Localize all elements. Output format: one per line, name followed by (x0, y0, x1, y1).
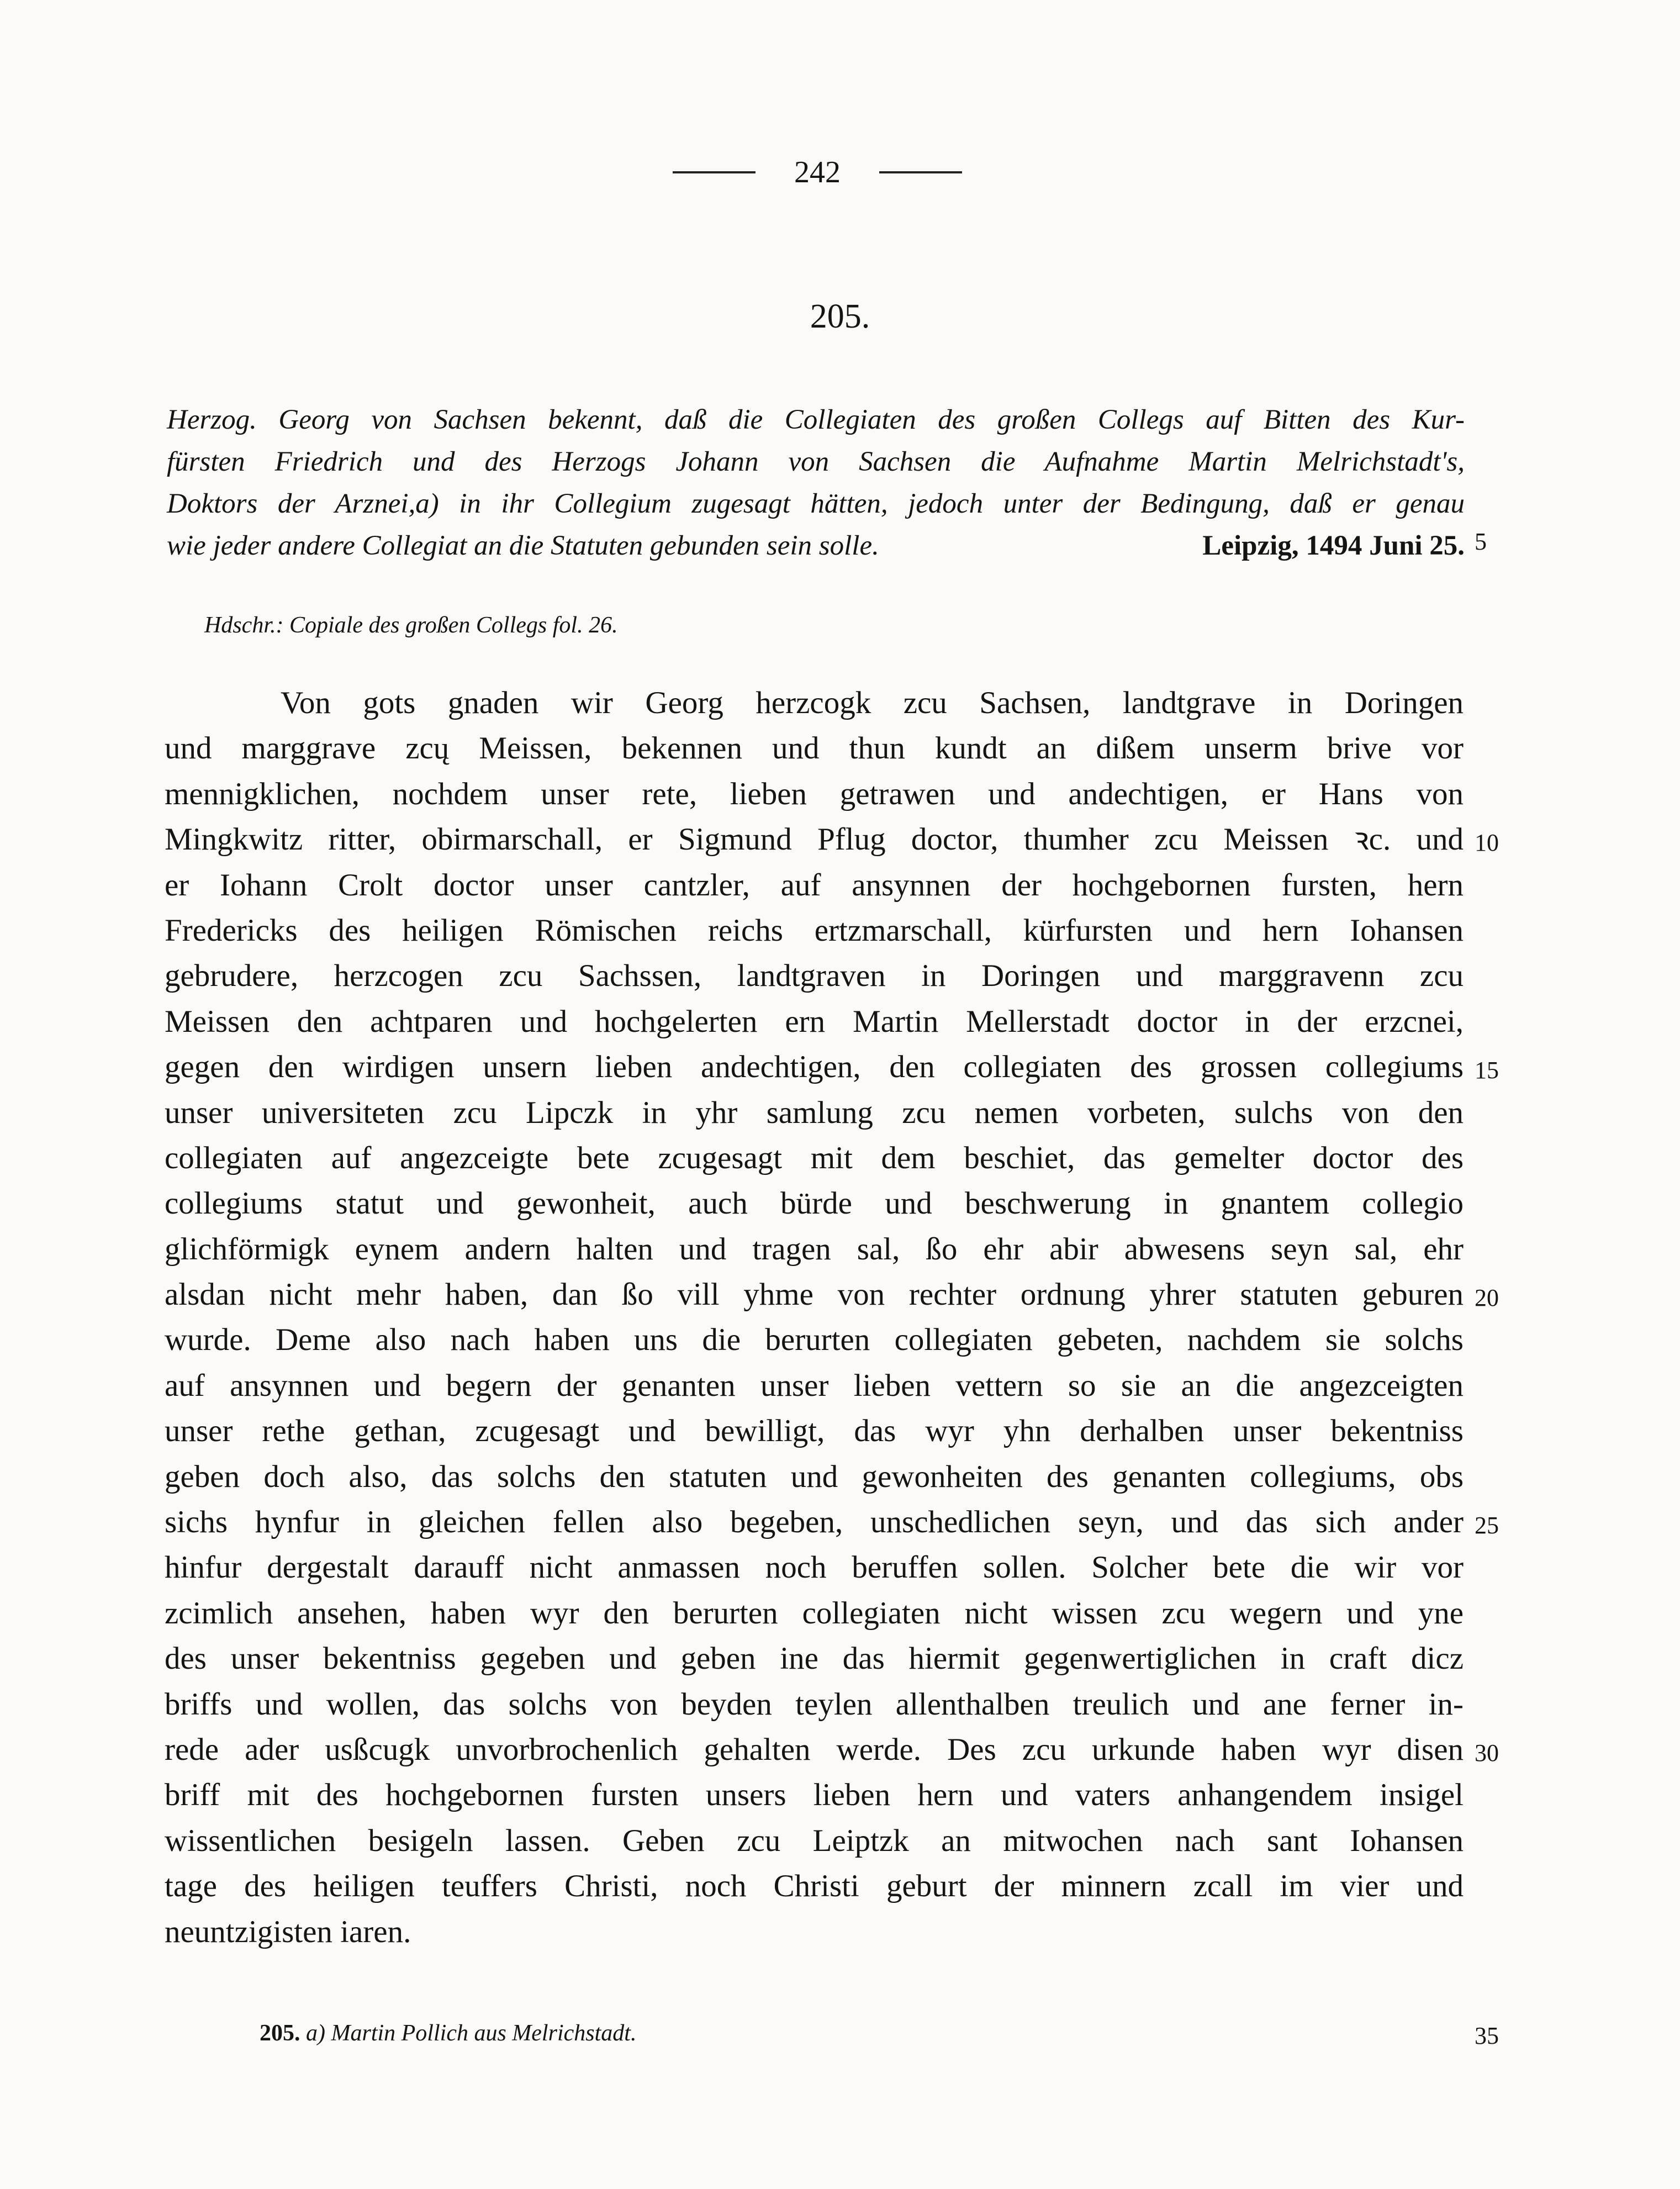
body-line: Mingkwitz ritter, obirmarschall, er Sigmund Pflug doctor, thumher zcu Meissen ꝛc. und (165, 822, 1464, 857)
footnote (260, 2020, 636, 2046)
place-date: Leipzig, 1494 Juni 25. (1202, 530, 1465, 561)
regest-line-text: wie jeder andere Collegiat an die Statuten gebunden sein solle. (167, 530, 879, 561)
body-line: Von gots gnaden wir Georg herzcogk zcu Sachsen, landtgrave in Doringen (281, 685, 1464, 720)
body-line: Meissen den achtparen und hochgelerten ern Martin Mellerstadt doctor in der erzcnei, (165, 1004, 1464, 1039)
body-line: auf ansynnen und begern der genanten unser lieben vettern so sie an die angezceigten (165, 1368, 1464, 1403)
body-line: sichs hynfur in gleichen fellen also begeben, unschedlichen seyn, und das sich ander (165, 1505, 1464, 1540)
document-body (165, 681, 1464, 1955)
body-line: glichförmigk eynem andern halten und tragen sal, ßo ehr abir abwesens seyn sal, ehr (165, 1231, 1464, 1267)
body-line: rede ader usßcugk unvorbrochenlich gehalten werde. Des zcu urkunde haben wyr disen (165, 1732, 1464, 1767)
body-line: wissentlichen besigeln lassen. Geben zcu Leiptzk an mitwochen nach sant Iohansen (165, 1823, 1464, 1858)
document-number: 205. (810, 298, 870, 335)
header-rule-right (879, 171, 962, 173)
margin-line-number: 10 (1475, 829, 1499, 856)
body-line: wurde. Deme also nach haben uns die berurten collegiaten gebeten, nachdem sie solchs (165, 1322, 1464, 1358)
body-line: gebrudere, herzcogen zcu Sachssen, landtgraven in Doringen und marggravenn zcu (165, 958, 1464, 994)
regest-line: fürsten Friedrich und des Herzogs Johann von Sachsen die Aufnahme Martin Melrichstadt's, (167, 446, 1465, 477)
header-rule-left (673, 171, 756, 173)
regest (167, 399, 1465, 567)
body-line: briffs und wollen, das solchs von beyden teylen allenthalben treulich und ane ferner in- (165, 1686, 1464, 1722)
regest-line: Herzog. Georg von Sachsen bekennt, daß die Collegiaten des großen Collegs auf Bitten des Kur- (167, 404, 1465, 435)
margin-line-number: 5 (1475, 528, 1487, 555)
margin-line-number: 35 (1475, 2022, 1499, 2049)
body-line: tage des heiligen teuffers Christi, noch Christi geburt der minnern zcall im vier und (165, 1869, 1464, 1904)
regest-line: Doktors der Arznei,a) in ihr Collegium zugesagt hätten, jedoch unter der Bedingung, daß er genau (167, 488, 1465, 519)
body-line: gegen den wirdigen unsern lieben andechtigen, den collegiaten des grossen collegiums (165, 1049, 1464, 1085)
body-line: er Iohann Crolt doctor unser cantzler, auf ansynnen der hochgebornen fursten, hern (165, 867, 1464, 903)
body-line: alsdan nicht mehr haben, dan ßo vill yhme von rechter ordnung yhrer statuten geburen (165, 1277, 1464, 1312)
body-line: neuntzigisten iaren. (165, 1914, 411, 1949)
body-line: mennigklichen, nochdem unser rete, lieben getrawen und andechtigen, er Hans von (165, 776, 1464, 811)
footnote-text: a) Martin Pollich aus Melrichstadt. (306, 2021, 637, 2046)
body-line: geben doch also, das solchs den statuten und gewonheiten des genanten collegiums, obs (165, 1459, 1464, 1494)
margin-line-number: 15 (1475, 1057, 1499, 1084)
margin-line-number: 30 (1475, 1739, 1499, 1766)
margin-line-number: 25 (1475, 1512, 1499, 1539)
footnote-number: 205. (260, 2021, 300, 2046)
body-line: hinfur dergestalt darauff nicht anmassen noch beruffen sollen. Solcher bete die wir vor (165, 1550, 1464, 1585)
body-line: zcimlich ansehen, haben wyr den berurten collegiaten nicht wissen zcu wegern und yne (165, 1595, 1464, 1631)
body-line: Fredericks des heiligen Römischen reichs ertzmarschall, kürfursten und hern Iohansen (165, 912, 1464, 948)
body-line: und marggrave zcų Meissen, bekennen und thun kundt an dißem unserm brive vor (165, 731, 1464, 766)
source-reference: Hdschr.: Copiale des großen Collegs fol. 26. (204, 613, 618, 638)
page-number: 242 (794, 155, 841, 189)
body-line: collegiums statut und gewonheit, auch bürde und beschwerung in gnantem collegio (165, 1186, 1464, 1221)
regest-last-line (167, 525, 1465, 567)
body-line: des unser bekentniss gegeben und geben ine das hiermit gegenwertiglichen in craft dicz (165, 1641, 1464, 1676)
body-line: unser universiteten zcu Lipczk in yhr samlung zcu nemen vorbeten, sulchs von den (165, 1095, 1464, 1130)
body-line: unser rethe gethan, zcugesagt und bewilligt, das wyr yhn derhalben unser bekentniss (165, 1413, 1464, 1449)
body-line: collegiaten auf angezceigte bete zcugesagt mit dem beschiet, das gemelter doctor des (165, 1140, 1464, 1175)
body-line: briff mit des hochgebornen fursten unsers lieben hern und vaters anhangendem insigel (165, 1777, 1464, 1813)
page-header (663, 155, 972, 190)
margin-line-number: 20 (1475, 1284, 1499, 1311)
